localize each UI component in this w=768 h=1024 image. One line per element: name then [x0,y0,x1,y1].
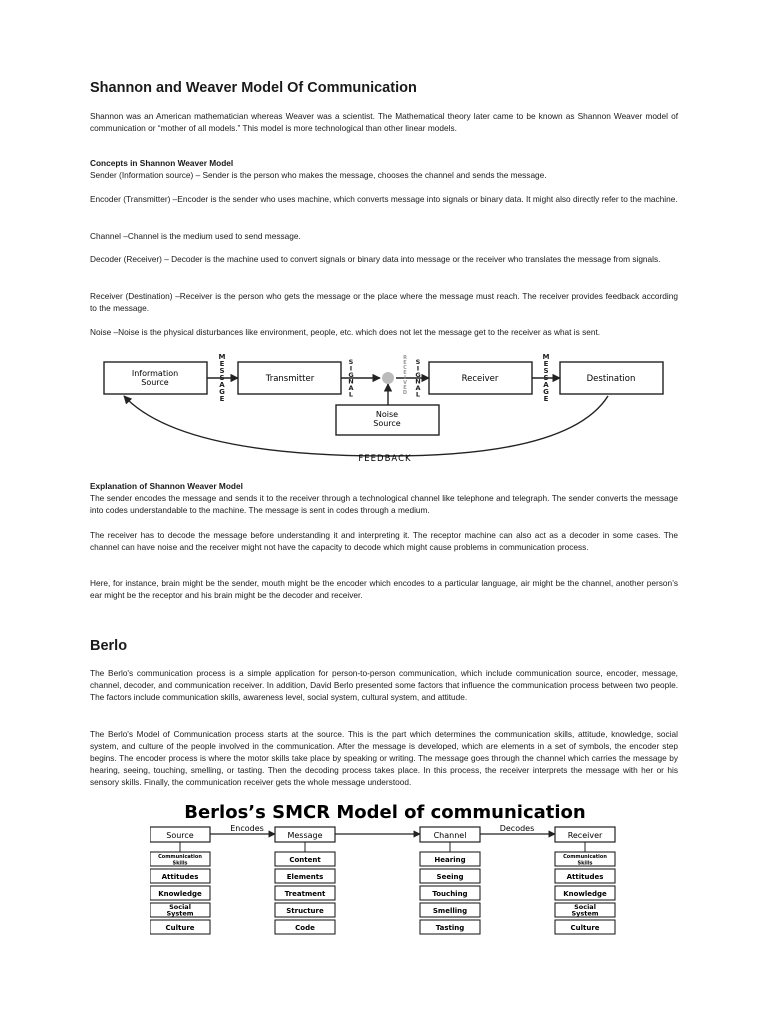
message-letter: A [219,381,225,389]
smcr-header-source: Source [166,831,194,840]
smcr-item: Culture [570,924,600,932]
destination-label: Destination [586,374,636,384]
explanation-heading: Explanation of Shannon Weaver Model [90,481,243,491]
message-letter: M [542,353,550,361]
smcr-item: Communication [158,854,202,860]
received-letter: C [403,365,407,371]
noise-source-label-1: Noise [375,410,399,419]
decoder-definition: Decoder (Receiver) – Decoder is the machine used to convert signals or binary data into message or the receiver who translates the message from signals. [90,254,661,264]
signal-letter: S [415,358,421,366]
smcr-item: Touching [432,890,468,898]
signal-letter: N [415,377,421,386]
signal-letter: L [348,390,354,399]
signal-letter: I [349,364,353,373]
signal-letter: G [415,371,421,379]
smcr-item: Knowledge [563,890,607,898]
message-letter: S [219,374,225,382]
smcr-header-message: Message [287,831,323,840]
channel-node [382,372,394,384]
signal-letter: N [348,377,354,386]
received-letter: D [402,390,408,396]
signal-letter: S [348,358,354,366]
smcr-item: Skills [577,860,593,867]
received-letter: V [403,380,407,386]
smcr-item: Code [295,924,315,932]
message-letter: E [219,360,225,368]
smcr-item: Skills [172,860,188,867]
smcr-item: System [166,909,194,918]
smcr-item: Social [574,903,596,911]
berlo-paragraph-1: The Berlo's communication process is a simple application for person-to-person communication, which include communication source, encoder, message, channel, decoder, and communication receiver. In addition, David Berlo presented some factors that influence the communication process between two people. The factors include communication skills, awareness level, social system, cultural system, and attitude. [90,668,678,703]
noise-definition: Noise –Noise is the physical disturbances like environment, people, etc. which does not let the message get to the receiver as what is sent. [90,327,601,337]
message-letter: M [218,353,226,361]
shannon-title: Shannon and Weaver Model Of Communication [90,80,417,96]
smcr-item: System [571,909,599,918]
message-letter: A [543,381,549,389]
explanation-paragraph-2: The receiver has to decode the message before understanding it and interpreting it. The receptor machine can also act as a decoder in some cases. The channel can have noise and the receiver might not have the capacity to decode which might cause problems in communication process. [90,530,678,553]
smcr-item: Tasting [435,924,465,932]
smcr-item: Culture [165,924,195,932]
received-letter: E [403,370,407,376]
explanation-paragraph-3: Here, for instance, brain might be the sender, mouth might be the encoder which encodes to a particular language, air might be the channel, another person’s ear might be the receptor and his brain might be the decoder and receiver. [90,578,678,601]
message-letter: S [219,367,225,375]
berlo-title: Berlo [90,638,128,654]
smcr-item: Attitudes [566,873,604,881]
smcr-item: Hearing [434,856,466,864]
smcr-item: Smelling [432,907,468,915]
signal-letter: A [415,384,421,392]
berlo-paragraph-2: The Berlo's Model of Communication process starts at the source. This is the part which determines the communication skills, attitude, knowledge, social system, and culture of the people involved in the communication. After the message is developed, which are elements in a set of symbols, the encoder step begins. The encoder process is where the motor skills take place by speaking or writing. The message goes through the channel which carries the message by hearing, seeing, touching, smelling, or tasting. Then the decoding process takes place. In this process, the receiver interprets the message with her or his sensory skills. Finally, the communication receiver gets the whole message understood. [90,729,678,788]
signal-letter: A [348,384,354,392]
smcr-item: Elements [286,873,324,881]
receiver-definition: Receiver (Destination) –Receiver is the person who gets the message or the place where the message must reach. The receiver provides feedback according to the message. [90,291,678,314]
message-letter: G [543,388,549,396]
signal-letter: L [415,390,421,399]
concepts-heading: Concepts in Shannon Weaver Model [90,158,234,168]
received-letter: R [403,355,407,361]
encodes-label: Encodes [230,824,264,833]
noise-source-label-2: Source [373,419,401,428]
explanation-paragraph-1: The sender encodes the message and sends it to the receiver through a technological channel like telephone and telegraph. The sender converts the message into codes understandable to the machine. The message is sent in codes through a medium. [90,493,678,516]
message-letter: S [543,367,549,375]
received-letter: E [403,360,407,366]
smcr-item: Communication [563,854,607,860]
decodes-label: Decodes [499,824,535,833]
shannon-weaver-diagram [100,352,670,464]
message-letter: E [543,395,549,403]
message-letter: S [543,374,549,382]
information-source-label-1: Information [131,369,179,378]
smcr-item: Treatment [284,890,326,898]
received-letter: E [403,385,407,391]
feedback-label: FEEDBACK [358,454,412,464]
signal-letter: I [416,364,420,373]
message-letter: E [543,360,549,368]
information-source-label-2: Source [141,378,169,387]
signal-letter: G [348,371,354,379]
encoder-definition: Encoder (Transmitter) –Encoder is the sender who uses machine, which converts message into signals or binary data. It might also directly refer to the machine. [90,194,678,204]
smcr-item: Content [289,856,321,864]
channel-definition: Channel –Channel is the medium used to send message. [90,231,301,241]
receiver-label: Receiver [461,374,499,384]
smcr-item: Seeing [436,873,464,881]
smcr-header-channel: Channel [433,831,467,840]
smcr-item: Structure [286,907,324,915]
smcr-header-receiver: Receiver [567,831,603,840]
berlo-smcr-diagram [150,800,620,940]
smcr-item: Social [169,903,191,911]
smcr-item: Attitudes [161,873,199,881]
sender-definition: Sender (Information source) – Sender is the person who makes the message, chooses the channel and sends the message. [90,170,547,180]
received-letter: I [404,375,406,381]
smcr-title: Berlos’s SMCR Model of communication [184,802,586,823]
smcr-item: Knowledge [158,890,202,898]
shannon-intro: Shannon was an American mathematician whereas Weaver was a scientist. The Mathematical theory later came to be known as Shannon Weaver model of communication or “mother of all models.” This model is more technological than other linear models. [90,111,678,134]
transmitter-label: Transmitter [265,374,315,384]
message-letter: G [219,388,225,396]
message-letter: E [219,395,225,403]
